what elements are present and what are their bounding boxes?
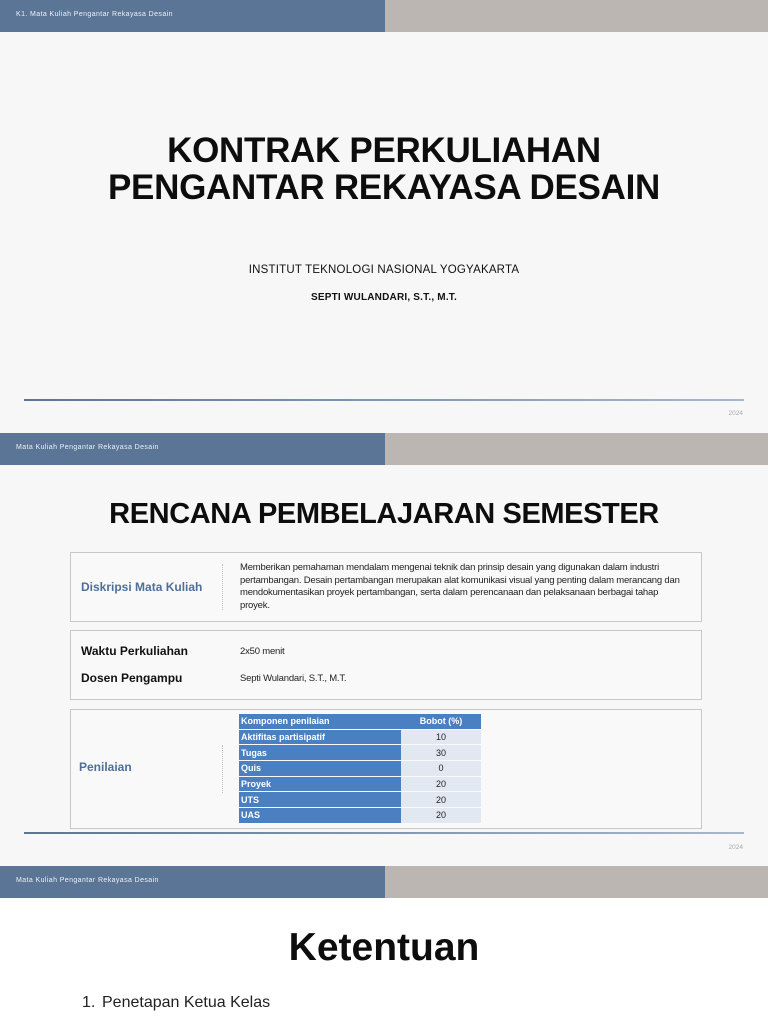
- slide-header-text: K1. Mata Kuliah Pengantar Rekayasa Desain: [16, 11, 173, 18]
- time-label: Waktu Perkuliahan: [81, 644, 188, 658]
- table-header-cell: Bobot (%): [401, 714, 481, 729]
- assessment-box: [70, 709, 702, 829]
- year-label: 2024: [728, 844, 743, 851]
- slide-title-heading: KONTRAK PERKULIAHAN PENGANTAR REKAYASA DESAIN: [108, 131, 660, 207]
- slide-header-text: Mata Kuliah Pengantar Rekayasa Desain: [16, 444, 159, 451]
- year-label: 2024: [728, 410, 743, 417]
- description-label: Diskripsi Mata Kuliah: [81, 580, 203, 594]
- schedule-box: [70, 630, 702, 700]
- assessment-label: Penilaian: [79, 760, 132, 774]
- ketentuan-title: Ketentuan: [288, 926, 480, 969]
- table-row: UTS 20: [239, 792, 481, 807]
- rps-title: RENCANA PEMBELAJARAN SEMESTER: [109, 498, 659, 530]
- table-row: Tugas 30: [239, 745, 481, 760]
- table-row: UAS 20: [239, 808, 481, 823]
- slide-rps: [0, 433, 768, 866]
- divider-line: [24, 399, 744, 401]
- slide-header-bar: [0, 0, 768, 32]
- slide-ketentuan: [0, 866, 768, 1024]
- table-header-row: [239, 714, 481, 729]
- list-item-text: Penetapan Ketua Kelas: [102, 994, 271, 1011]
- description-text: Memberikan pemahaman mendalam mengenai teknik dan prinsip desain yang digunakan dalam industri pertambangan. Desain pertambangan merupakan alat komunikasi visual yang penting dalam merancang dan mendokumentasikan proyek pertambangan, serta dalam perencanaan dan pelaksanaan berbagai tahap proyek.: [240, 562, 680, 611]
- list-item-number: 1.: [82, 994, 96, 1011]
- table-header-cell: Komponen penilaian: [239, 714, 401, 729]
- table-row: Quis 0: [239, 761, 481, 776]
- author-name: SEPTI WULANDARI, S.T., M.T.: [311, 292, 457, 303]
- list-item: [82, 994, 270, 1012]
- institution-name: INSTITUT TEKNOLOGI NASIONAL YOGYAKARTA: [248, 264, 520, 276]
- table-row: Aktifitas partisipatif 10: [239, 730, 481, 745]
- lecturer-label: Dosen Pengampu: [81, 671, 183, 685]
- slide-header-bar: [0, 433, 768, 465]
- description-box: [70, 552, 702, 622]
- assessment-table: [239, 713, 481, 824]
- lecturer-value: Septi Wulandari, S.T., M.T.: [240, 673, 347, 684]
- divider-line: [24, 832, 744, 834]
- slide-title: [0, 0, 768, 433]
- slide-header-bar: [0, 866, 768, 898]
- table-row: Proyek 20: [239, 777, 481, 792]
- slide-header-text: Mata Kuliah Pengantar Rekayasa Desain: [16, 877, 159, 884]
- time-value: 2x50 menit: [240, 646, 285, 657]
